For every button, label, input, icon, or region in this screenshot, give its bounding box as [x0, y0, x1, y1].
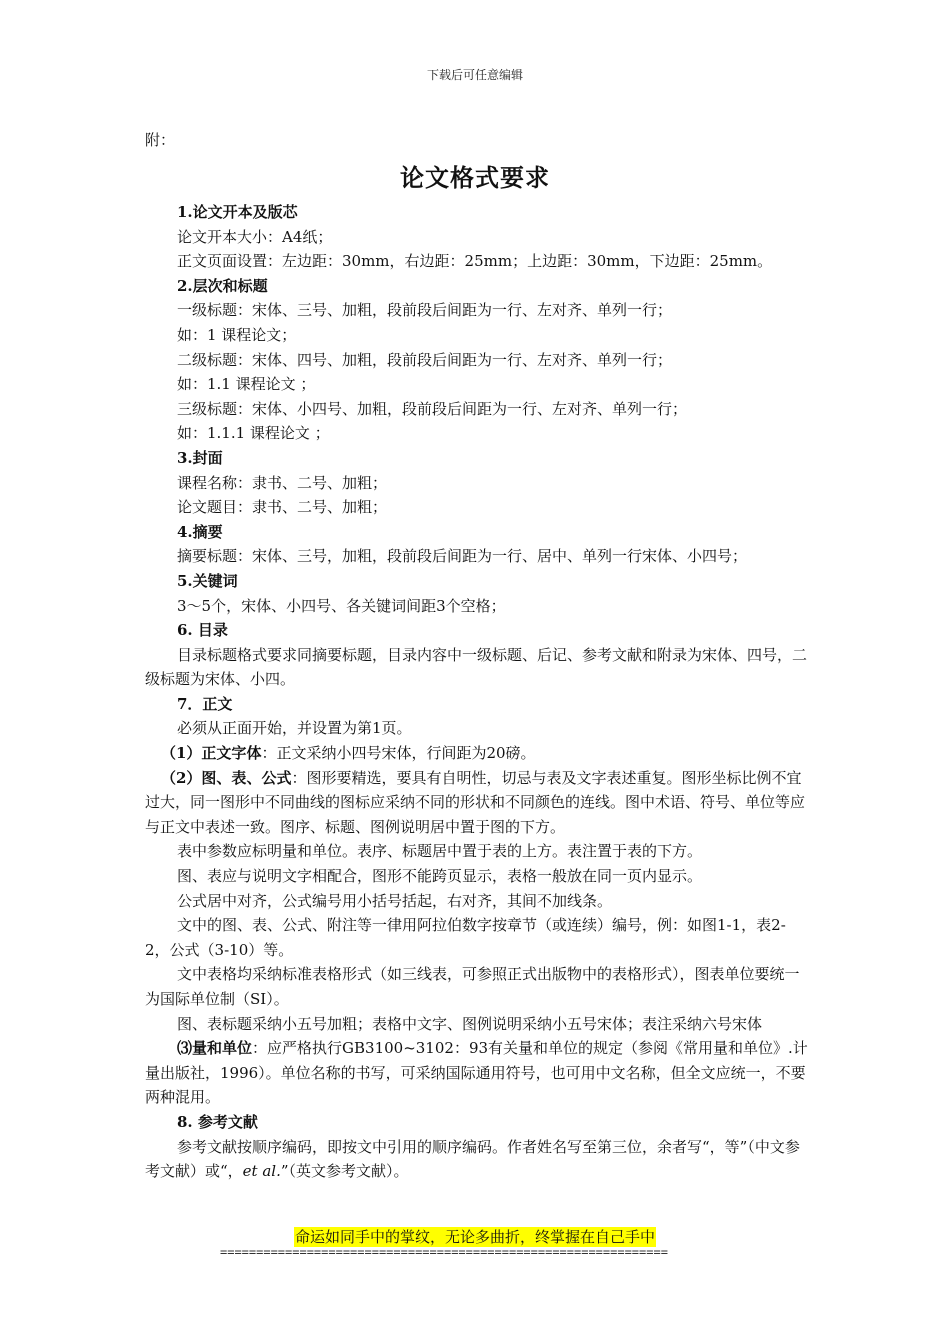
paragraph: [145, 741, 810, 766]
document-body: [145, 200, 810, 1184]
paragraph: 图、表应与说明文字相配合，图形不能跨页显示，表格一般放在同一页内显示。: [177, 867, 703, 886]
paragraph: 文中的图、表、公式、附注等一律用阿拉伯数字按章节（或连续）编号，例：如图1-1，表2-2，公式（3-10）等。: [145, 916, 786, 959]
paragraph: 公式居中对齐，公式编号用小括号括起，右对齐，其间不加线条。: [177, 891, 613, 910]
section-heading-2: 2.层次和标题: [177, 276, 268, 295]
text-run-italic: et al.: [242, 1162, 281, 1181]
paragraph: 必须从正面开始，并设置为第1页。: [177, 719, 412, 738]
text-run: 参考文献按顺序编码，即按文中引用的顺序编码。作者姓名写至第三位，余者写“，等”（中文参考文献）或“，: [145, 1137, 800, 1181]
text-line: 论文题目：隶书、二号、加粗；: [177, 498, 388, 517]
paragraph: [145, 1135, 810, 1184]
footer-rule: ==============================================================: [220, 1245, 668, 1259]
text-line: 3～5个，宋体、小四号、各关键词间距3个空格；: [177, 596, 506, 615]
page-header: 下载后可任意编辑: [426, 68, 523, 82]
highlighted-motto: 命运如同手中的掌纹，无论多曲折，终掌握在自己手中: [294, 1228, 655, 1246]
section-heading-6: 6. 目录: [177, 621, 228, 640]
subheading-text: ：正文采纳小四号宋体，行间距为20磅。: [261, 744, 536, 763]
text-line: 二级标题：宋体、四号、加粗，段前段后间距为一行、左对齐、单列一行；: [177, 350, 673, 369]
subheading-label: （2）图、表、公式: [161, 768, 292, 787]
document-title: 论文格式要求: [400, 163, 550, 192]
subheading-text: ：应严格执行GB3100~3102：93有关量和单位的规定（参阅《常用量和单位》.计量出版社，1996）。单位名称的书写，可采纳国际通用符号，也可用中文名称，但全文应统一，不要两种混用。: [145, 1039, 808, 1107]
text-line: 如：1.1 课程论文 ；: [177, 375, 316, 394]
text-line: 论文开本大小：A4纸；: [177, 227, 333, 246]
section-heading-3: 3.封面: [177, 448, 223, 467]
text-line: 摘要标题：宋体、三号，加粗，段前段后间距为一行、居中、单列一行宋体、小四号；: [177, 547, 748, 566]
section-heading-4: 4.摘要: [177, 522, 223, 541]
text-line: 如：1 课程论文；: [177, 325, 297, 344]
paragraph: 目录标题格式要求同摘要标题，目录内容中一级标题、后记、参考文献和附录为宋体、四号，二级标题为宋体、小四。: [145, 645, 808, 689]
section-heading-7: 7．正文: [177, 694, 233, 713]
paragraph: [145, 1036, 810, 1110]
paragraph: 图、表标题采纳小五号加粗；表格中文字、图例说明采纳小五号宋体；表注采纳六号宋体: [177, 1014, 763, 1033]
subheading-label: ⑶量和单位: [177, 1039, 253, 1058]
page-footer: [0, 1227, 950, 1247]
text-line: 一级标题：宋体、三号、加粗，段前段后间距为一行、左对齐、单列一行；: [177, 301, 673, 320]
text-line: 三级标题：宋体、小四号、加粗，段前段后间距为一行、左对齐、单列一行；: [177, 399, 688, 418]
appendix-label: 附：: [145, 131, 176, 149]
paragraph: 表中参数应标明量和单位。表序、标题居中置于表的上方。表注置于表的下方。: [177, 842, 703, 861]
text-run: ”（英文参考文献）。: [280, 1162, 409, 1181]
text-line: 如：1.1.1 课程论文 ；: [177, 424, 330, 443]
section-heading-5: 5.关键词: [177, 571, 238, 590]
text-line: 正文页面设置：左边距：30mm，右边距：25mm；上边距：30mm，下边距：25mm。: [177, 252, 773, 271]
paragraph: 文中表格均采纳标准表格形式（如三线表，可参照正式出版物中的表格形式），图表单位要统一为国际单位制（SI）。: [145, 965, 800, 1008]
section-heading-1: 1.论文开本及版芯: [177, 203, 298, 221]
subheading-text: ：图形要精选，要具有自明性，切忌与表及文字表述重复。图形坐标比例不宜过大，同一图形中不同曲线的图标应采纳不同的形状和不同颜色的连线。图中术语、符号、单位等应与正文中表述一致。图序、标题、图例说明居中置于图的下方。: [145, 768, 806, 836]
text-line: 课程名称：隶书、二号、加粗；: [177, 473, 388, 492]
subheading-label: （1）正文字体: [161, 744, 262, 763]
section-heading-8: 8. 参考文献: [177, 1112, 258, 1131]
paragraph: [145, 766, 810, 840]
